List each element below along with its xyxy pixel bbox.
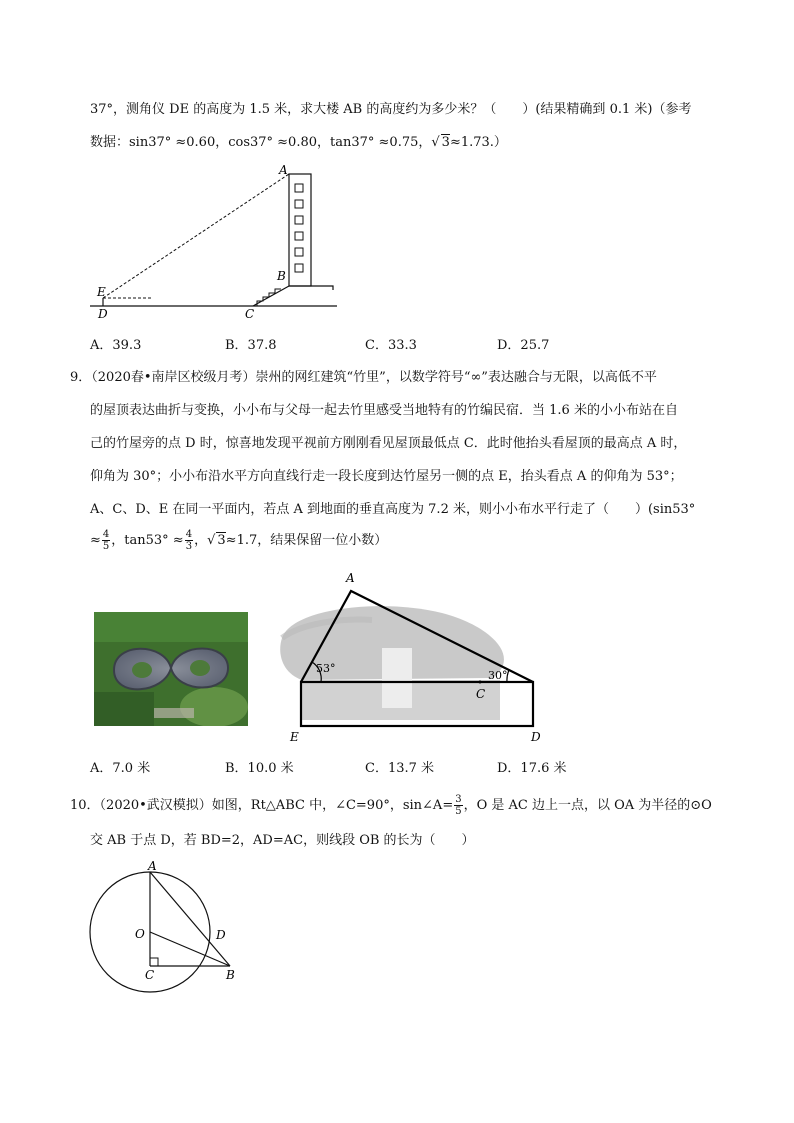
q8-text-line-2 (90, 133, 507, 153)
building (289, 174, 311, 286)
q10-circle-figure (86, 858, 246, 1003)
q9-option-d[interactable]: D．17.6 米 (497, 761, 567, 776)
q10-text-line-1 (70, 793, 712, 819)
label-d: D (216, 928, 226, 942)
q9-text-line-1: 9．（2020春•南岸区校级月考）崇州的网红建筑“竹里”，以数学符号“∞”表达融合与无限，以高低不平 (70, 370, 657, 385)
q8-reference-data: 数据：sin37° ≈0.60，cos37° ≈0.80，tan37° ≈0.75， (90, 135, 432, 150)
q8-option-d[interactable]: D．25.7 (497, 338, 550, 353)
q9-text-line-5: A、C、D、E 在同一平面内，若点 A 到地面的垂直高度为 7.2 米，则小小布水平行走了（ ）(sin53° (90, 502, 696, 517)
fraction-denominator: 3 (185, 541, 193, 552)
approx-sign: ≈ (90, 533, 101, 548)
q9-triangle-figure (262, 568, 552, 748)
fraction-numerator: 3 (455, 794, 462, 805)
q9-note-end: ≈1.7，结果保留一位小数） (225, 533, 388, 548)
building-windows (295, 184, 303, 272)
sqrt-radicand: 3 (441, 135, 450, 150)
label-a: A (279, 163, 288, 177)
label-a: A (148, 859, 157, 873)
label-c: C (145, 968, 155, 982)
label-c: C (476, 687, 486, 701)
sqrt-symbol: √ (431, 135, 440, 150)
fraction-numerator: 4 (185, 529, 193, 540)
steps (257, 289, 281, 306)
q8-option-a[interactable]: A．39.3 (90, 338, 142, 353)
q8-reference-data-end: ≈1.73.） (449, 135, 507, 150)
q9-option-a[interactable]: A．7.0 米 (90, 761, 151, 776)
sqrt-radicand: 3 (217, 533, 226, 548)
label-e: E (97, 285, 106, 299)
label-o: O (135, 927, 145, 941)
angle-label-53: 53° (316, 662, 336, 675)
fraction-4-5 (102, 529, 110, 552)
slope-bc (253, 286, 289, 306)
label-b: B (277, 269, 286, 283)
fraction-3-5 (454, 794, 462, 817)
q9-text-line-6 (90, 528, 387, 554)
q8-option-b[interactable]: B．37.8 (225, 338, 277, 353)
q10-text-start: 10．（2020•武汉模拟）如图，Rt△ABC 中，∠C=90°，sin∠A= (70, 798, 454, 813)
label-b: B (226, 968, 235, 982)
label-c: C (245, 307, 255, 321)
angle-label-30: 30° (488, 669, 508, 682)
label-a: A (346, 571, 355, 585)
q8-option-c[interactable]: C．33.3 (365, 338, 417, 353)
right-angle-mark (150, 958, 158, 966)
point-c (479, 681, 482, 684)
q8-building-figure (85, 160, 345, 325)
q10-text-line-2: 交 AB 于点 D，若 BD=2，AD=AC，则线段 OB 的长为（ ） (90, 833, 475, 848)
fraction-numerator: 4 (102, 529, 110, 540)
fraction-4-3 (185, 529, 193, 552)
sight-line-ea (103, 174, 289, 298)
sqrt-symbol: √ (207, 533, 216, 548)
side-ab (150, 872, 230, 966)
comma: ， (194, 533, 208, 548)
q8-text-line-1: 37°，测角仪 DE 的高度为 1.5 米，求大楼 AB 的高度约为多少米？（ ）(结果精确到 0.1 米)（参考 (90, 102, 692, 117)
label-d: D (98, 307, 108, 321)
fraction-denominator: 5 (102, 541, 110, 552)
tan53-text: ，tan53° ≈ (111, 533, 184, 548)
q9-option-b[interactable]: B．10.0 米 (225, 761, 294, 776)
fraction-denominator: 5 (455, 806, 462, 817)
label-e: E (290, 730, 299, 744)
aerial-photo-infinity-building (94, 612, 248, 726)
q9-text-line-2: 的屋顶表达曲折与变换，小小布与父母一起去竹里感受当地特有的竹编民宿．当 1.6 米的小小布站在自 (90, 403, 678, 418)
q9-option-c[interactable]: C．13.7 米 (365, 761, 435, 776)
label-d: D (531, 730, 541, 744)
q9-text-line-3: 己的竹屋旁的点 D 时，惊喜地发现平视前方刚刚看见屋顶最低点 C．此时他抬头看屋顶的最高点 A 时， (90, 436, 687, 451)
q9-text-line-4: 仰角为 30°；小小布沿水平方向直线行走一段长度到达竹屋另一侧的点 E，抬头看点 A 的仰角为 53°； (90, 469, 683, 484)
q10-text-end: ，O 是 AC 边上一点，以 OA 为半径的⊙O (463, 798, 712, 813)
platform (289, 286, 333, 290)
